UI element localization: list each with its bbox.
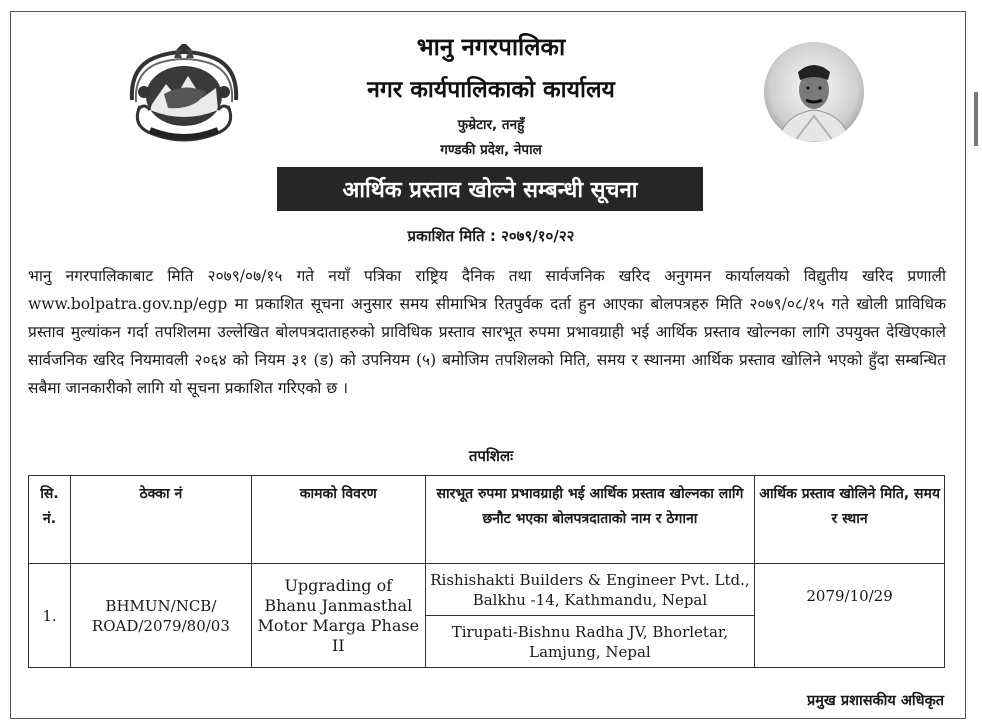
published-date: प्रकाशित मिति : २०७९/१०/२२ — [407, 227, 575, 245]
header-bidders: सारभूत रुपमा प्रभावग्राही भई आर्थिक प्रस्ताव खोल्नका लागि छनौट भएका बोलपत्रदाताको नाम र ठेगाना — [425, 476, 754, 564]
notice-body: भानु नगरपालिकाबाट मिति २०७९/०७/१५ गते नयाँ पत्रिका राष्ट्रिय दैनिक तथा सार्वजनिक खरिद अनुगमन कार्यालयको विद्युतीय खरिद प्रणाली www.bolpatra.gov.np/egp मा प्रकाशित सूचना अनुसार समय सीमाभित्र रितपुर्वक दर्ता हुन आएका बोलपत्रहरु मिति २०७९/०८/१५ गते खोली प्राविधिक प्रस्ताव मुल्यांकन गर्दा तपशिलमा उल्लेखित बोलपत्रदाताहरुको प्राविधिक प्रस्ताव सारभूत रुपमा प्रभावग्राही भई आर्थिक प्रस्ताव खोल्नका लागि उपयुक्त देखिएकाले सार्वजनिक खरिद नियमावली २०६४ को नियम ३१ (ड) को उपनियम (५) बमोजिम तपशिलको मिति, समय र स्थानमा आर्थिक प्रस्ताव खोलिने भएको हुँदा सम्बन्धित सबैमा जानकारीको लागि यो सूचना प्रकाशित गरिएको छ । — [28, 267, 946, 397]
table-heading: तपशिलः — [468, 447, 514, 465]
office-name: नगर कार्यपालिकाको कार्यालय — [367, 77, 615, 103]
address-line-1: फुम्रेटार, तनहुँ — [457, 117, 525, 133]
address-line-2: गण्डकी प्रदेश, नेपाल — [440, 142, 542, 158]
table-row — [29, 564, 945, 616]
cell-work-description: Upgrading of Bhanu Janmasthal Motor Marga Phase II — [251, 564, 425, 668]
table-header-row — [29, 476, 945, 564]
signature-title: प्रमुख प्रशासकीय अधिकृत — [807, 693, 944, 709]
header-work-description: कामको विवरण — [251, 476, 425, 564]
cell-contract-number: BHMUN/NCB/ ROAD/2079/80/03 — [70, 564, 251, 668]
opening-date-text: 2079/10/29 — [806, 587, 893, 605]
cell-bidder-1: Rishishakti Builders & Engineer Pvt. Ltd., Balkhu -14, Kathmandu, Nepal — [425, 564, 754, 616]
cell-bidder-2: Tirupati-Bishnu Radha JV, Bhorletar, Lamjung, Nepal — [425, 616, 754, 668]
cell-opening-date — [755, 564, 945, 668]
notice-title — [277, 167, 703, 211]
header-sn: सि. नं. — [29, 476, 71, 564]
organization-name: भानु नगरपालिका — [416, 33, 566, 61]
notice-title-text: आर्थिक प्रस्ताव खोल्ने सम्बन्धी सूचना — [342, 178, 638, 203]
header-opening: आर्थिक प्रस्ताव खोलिने मिति, समय र स्थान — [755, 476, 945, 564]
details-table — [28, 475, 945, 668]
cell-sn: 1. — [29, 564, 71, 668]
header-contract-number: ठेक्का नं — [70, 476, 251, 564]
